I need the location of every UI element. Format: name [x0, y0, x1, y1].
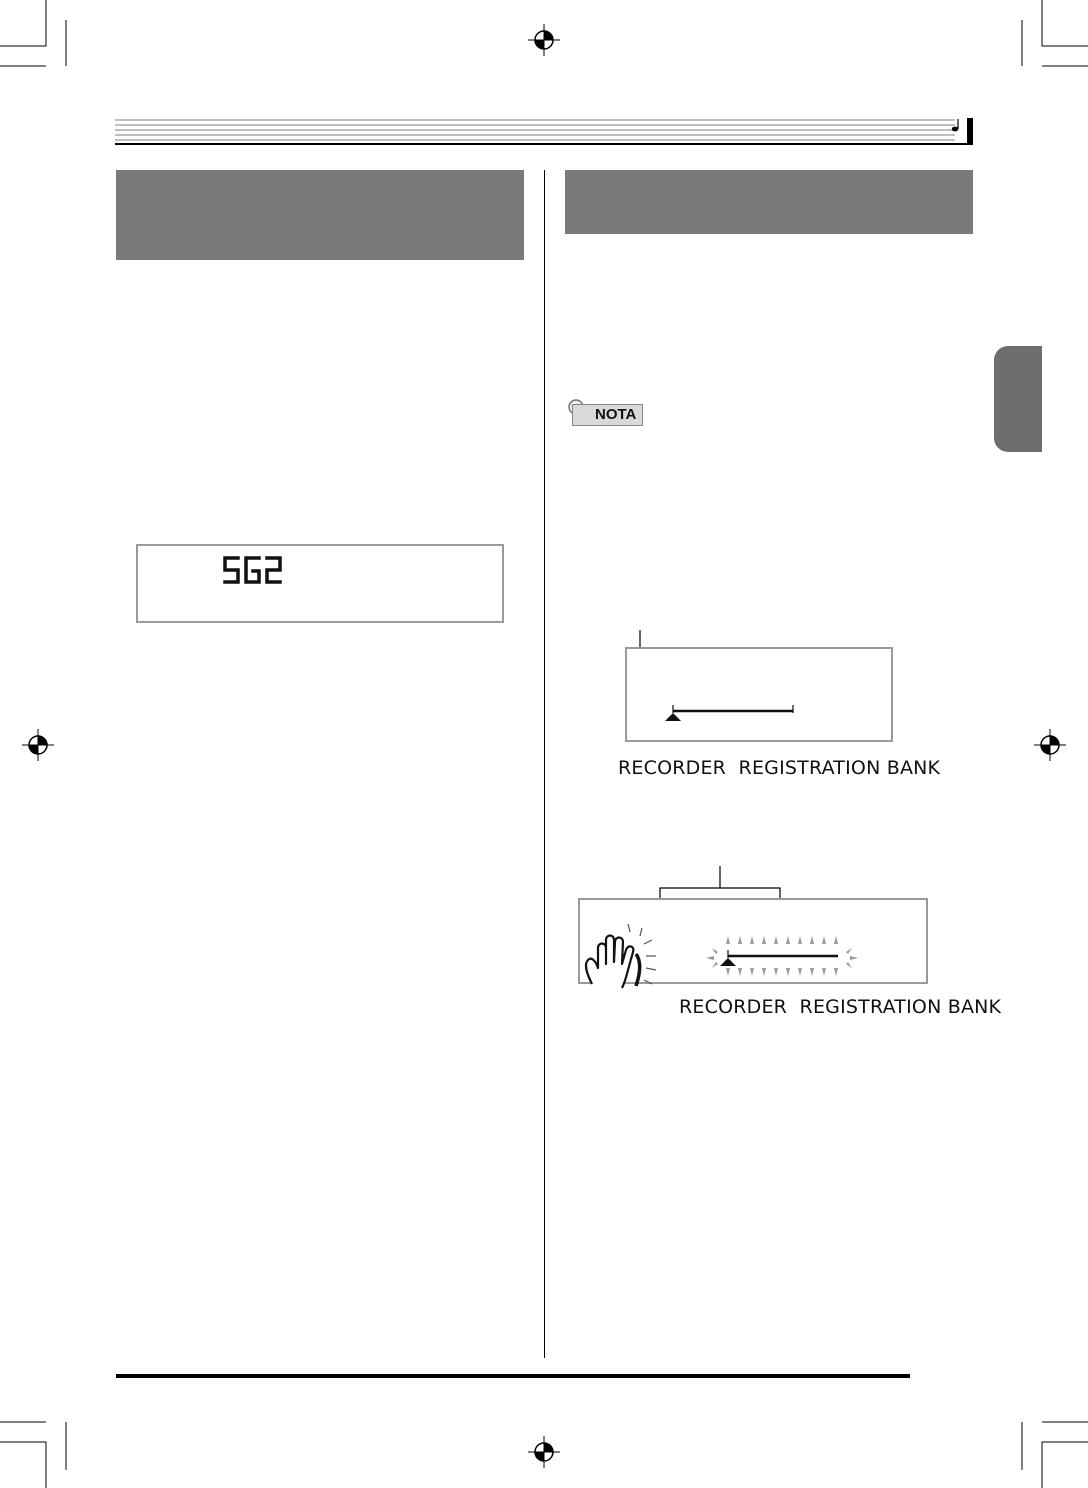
lcd-label-2: RECORDER REGISTRATION BANK [679, 996, 1002, 1018]
registration-target-right [1034, 729, 1066, 761]
lcd-label-1: RECORDER REGISTRATION BANK [618, 757, 941, 779]
footer-rule [116, 1374, 910, 1378]
lcd-display-left [136, 544, 504, 623]
right-section-header [565, 170, 973, 234]
registration-target-top [528, 24, 560, 56]
nota-label: NOTA [572, 404, 643, 426]
side-tab [994, 346, 1042, 452]
progress-bar-2 [702, 930, 862, 984]
left-section-header [116, 170, 524, 260]
lcd-display-right-1 [625, 647, 893, 742]
lcd-display-right-2 [578, 898, 928, 984]
segment-display [222, 554, 286, 588]
registration-target-bottom [528, 1436, 560, 1468]
header-staff [115, 115, 975, 147]
progress-bar-1 [663, 701, 803, 725]
registration-target-left [22, 729, 54, 761]
column-divider [544, 170, 545, 1358]
hand-icon [582, 922, 682, 994]
